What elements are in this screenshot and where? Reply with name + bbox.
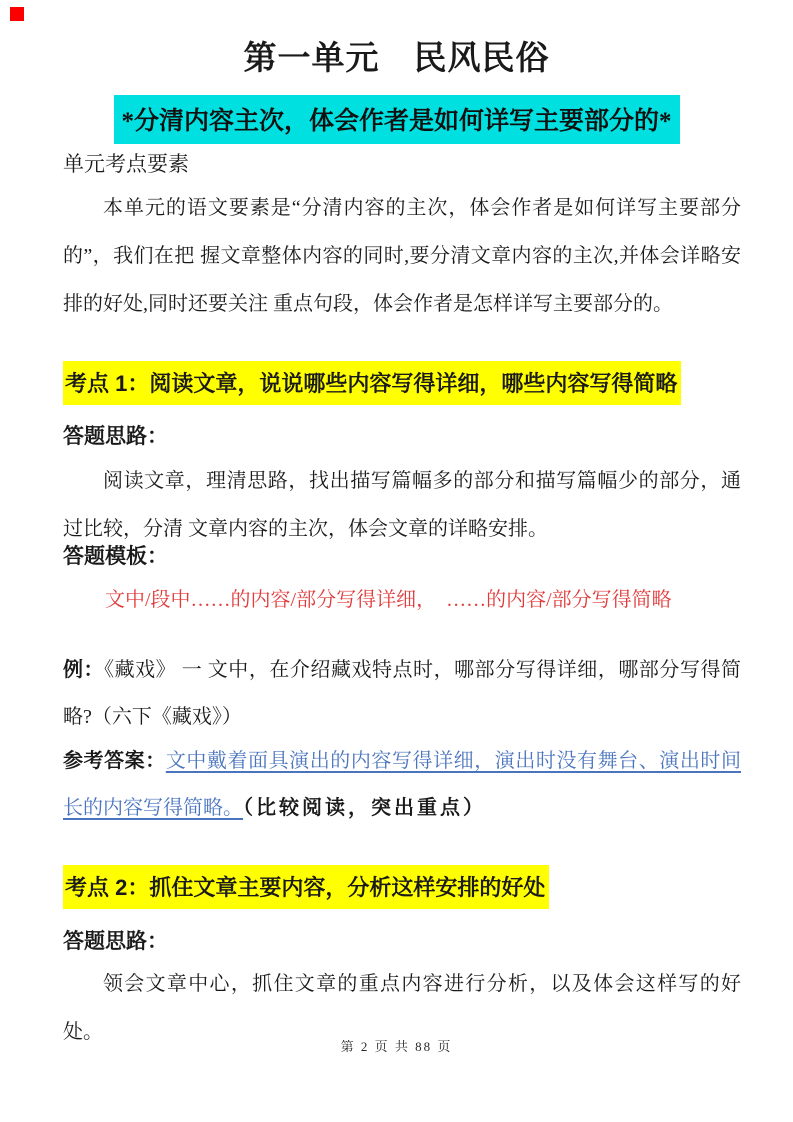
kaodian1-answer-paragraph (63, 738, 741, 832)
kaodian1-template-text: 文中/段中……的内容/部分写得详细， ……的内容/部分写得简略 (105, 589, 672, 611)
kaodian2-think-label: 答题思路： (63, 930, 168, 953)
unit-focus-banner: *分清内容主次，体会作者是如何详写主要部分的* (113, 95, 679, 144)
kaodian1-example-paragraph (63, 647, 741, 741)
answer-note: （比较阅读，突出重点） (243, 797, 486, 819)
kaodian1-think-paragraph: 阅读文章，理清思路，找出描写篇幅多的部分和描写篇幅少的部分，通过比较，分清 文章内容的主次，体会文章的详略安排。 (63, 470, 741, 540)
kaodian1-think-label: 答题思路： (63, 425, 168, 448)
kaodian1-heading: 考点 1：阅读文章，说说哪些内容写得详细，哪些内容写得简略 (63, 361, 681, 405)
example-text: 《藏戏》 一 文中，在介绍藏戏特点时，哪部分写得详细，哪部分写得简略?（六下《藏戏》） (63, 659, 742, 728)
kaodian1-template-label: 答题模板： (63, 545, 168, 568)
page-title: 第一单元 民风民俗 (243, 41, 550, 77)
answer-link-text[interactable]: 文中戴着面具演出的内容写得详细，演出时没有舞台、演出时间长的内容写得简略。 (63, 750, 741, 819)
unit-points-paragraph: 本单元的语文要素是“分清内容的主次，体会作者是如何详写主要部分的”，我们在把 握文章整体内容的同时,要分清文章内容的主次,并体会详略安排的好处,同时还要关注 重点句段，体会作者是怎样详写主要部分的。 (63, 197, 741, 315)
example-label: 例： (63, 659, 105, 681)
answer-label: 参考答案： (63, 750, 166, 772)
unit-points-label: 单元考点要素 (63, 152, 189, 176)
kaodian2-heading: 考点 2：抓住文章主要内容，分析这样安排的好处 (63, 865, 549, 909)
red-square-marker (10, 7, 24, 21)
page-footer: 第 2 页 共 88 页 (340, 1039, 453, 1054)
kaodian2-think-paragraph: 领会文章中心，抓住文章的重点内容进行分析，以及体会这样写的好处。 (63, 973, 741, 1043)
